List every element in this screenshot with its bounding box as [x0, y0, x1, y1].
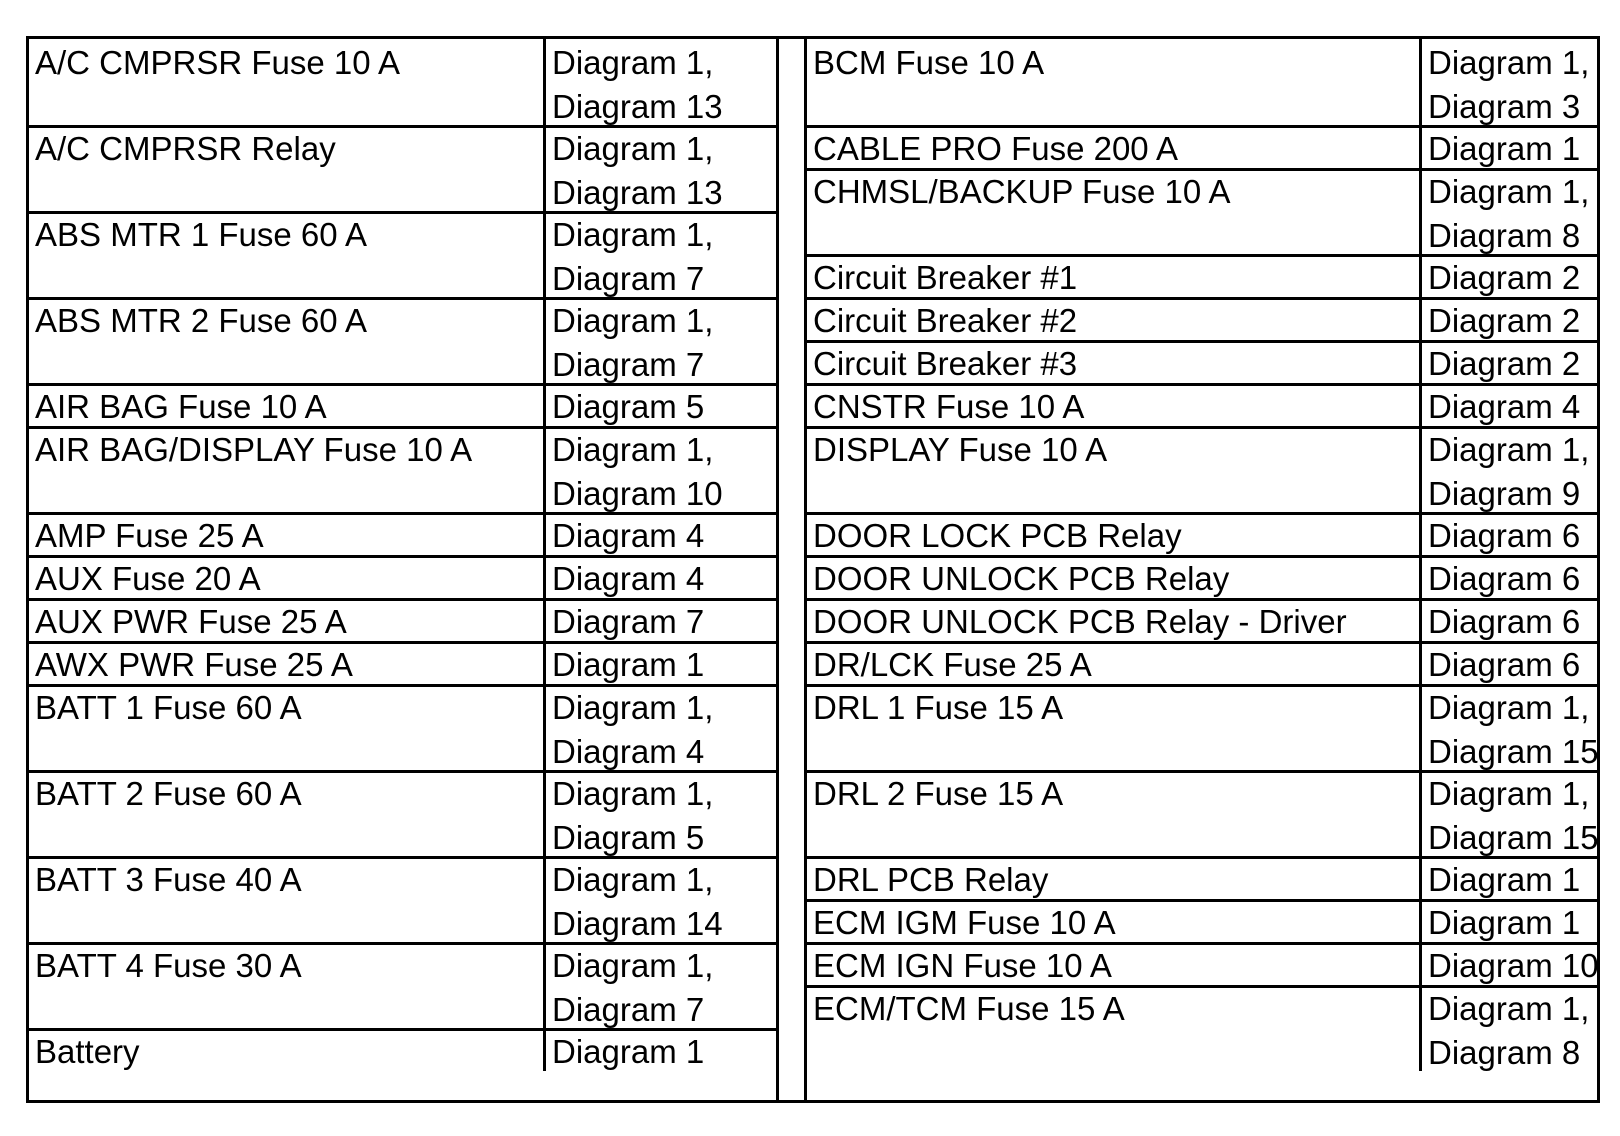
diagram-ref: Diagram 6 — [1428, 603, 1581, 640]
diagram-ref: Diagram 6 — [1428, 646, 1581, 683]
diagram-ref: Diagram 7 — [552, 991, 705, 1028]
diagram-ref: Diagram 1, — [1428, 44, 1590, 81]
diagram-ref: Diagram 1, — [552, 130, 714, 167]
diagram-ref-cell — [546, 426, 776, 512]
diagram-ref: Diagram 1, — [552, 947, 714, 984]
diagram-ref-cell — [1422, 942, 1597, 985]
table-row — [29, 426, 776, 512]
diagram-ref-cell — [1422, 512, 1597, 555]
diagram-ref: Diagram 1, — [1428, 990, 1590, 1027]
component-name-cell — [807, 297, 1422, 340]
component-name-cell — [29, 125, 546, 211]
diagram-ref-cell — [1422, 555, 1597, 598]
component-name-cell — [29, 770, 546, 856]
component-name: Circuit Breaker #1 — [813, 259, 1078, 296]
component-name-cell — [807, 598, 1422, 641]
component-name-cell — [807, 383, 1422, 426]
component-name: ABS MTR 1 Fuse 60 A — [35, 216, 367, 253]
component-name-cell — [807, 899, 1422, 942]
diagram-ref-cell — [546, 211, 776, 297]
diagram-ref-cell — [1422, 985, 1597, 1071]
diagram-ref-cell — [1422, 383, 1597, 426]
component-name-cell — [29, 555, 546, 598]
diagram-ref-cell — [1422, 426, 1597, 512]
component-name-cell — [807, 641, 1422, 684]
component-name-cell — [807, 770, 1422, 856]
diagram-ref: Diagram 1, — [552, 861, 714, 898]
component-name: A/C CMPRSR Fuse 10 A — [35, 44, 400, 81]
component-name: AMP Fuse 25 A — [35, 517, 264, 554]
component-name-cell — [29, 598, 546, 641]
diagram-ref: Diagram 3 — [1428, 88, 1581, 125]
component-name: A/C CMPRSR Relay — [35, 130, 336, 167]
table-row — [807, 856, 1597, 899]
component-name: Circuit Breaker #3 — [813, 345, 1078, 382]
diagram-ref: Diagram 4 — [552, 733, 705, 770]
diagram-ref-cell — [546, 297, 776, 383]
component-name: DRL 2 Fuse 15 A — [813, 775, 1064, 812]
component-name-cell — [807, 512, 1422, 555]
component-name-cell — [29, 39, 546, 125]
component-name-cell — [29, 1028, 546, 1071]
diagram-ref: Diagram 1 — [552, 1033, 705, 1070]
table-row — [29, 555, 776, 598]
diagram-ref: Diagram 1, — [1428, 173, 1590, 210]
diagram-ref: Diagram 6 — [1428, 560, 1581, 597]
table-row — [29, 684, 776, 770]
table-row — [29, 942, 776, 1028]
diagram-ref-cell — [546, 856, 776, 942]
right-table — [804, 39, 1597, 1100]
diagram-ref: Diagram 4 — [552, 560, 705, 597]
diagram-ref: Diagram 1, — [552, 431, 714, 468]
diagram-ref-cell — [1422, 340, 1597, 383]
table-row — [807, 770, 1597, 856]
diagram-ref: Diagram 14 — [552, 905, 723, 942]
component-name: DRL 1 Fuse 15 A — [813, 689, 1064, 726]
component-name: DISPLAY Fuse 10 A — [813, 431, 1108, 468]
component-name-cell — [807, 340, 1422, 383]
component-name: Battery — [35, 1033, 140, 1070]
diagram-ref-cell — [1422, 641, 1597, 684]
diagram-ref-cell — [1422, 598, 1597, 641]
diagram-ref-cell — [546, 555, 776, 598]
diagram-ref-cell — [1422, 684, 1597, 770]
diagram-ref: Diagram 1, — [552, 302, 714, 339]
diagram-ref: Diagram 1 — [552, 646, 705, 683]
diagram-ref: Diagram 1, — [552, 775, 714, 812]
table-row — [29, 512, 776, 555]
component-name: ECM IGM Fuse 10 A — [813, 904, 1116, 941]
component-name-cell — [29, 684, 546, 770]
component-name: DOOR UNLOCK PCB Relay — [813, 560, 1230, 597]
table-row — [29, 856, 776, 942]
component-name-cell — [807, 39, 1422, 125]
diagram-ref: Diagram 1, — [552, 216, 714, 253]
table-row — [29, 383, 776, 426]
component-name: AWX PWR Fuse 25 A — [35, 646, 353, 683]
diagram-ref: Diagram 5 — [552, 388, 705, 425]
component-name-cell — [807, 942, 1422, 985]
diagram-ref: Diagram 1, — [1428, 431, 1590, 468]
table-row — [807, 39, 1597, 125]
diagram-ref-cell — [546, 641, 776, 684]
diagram-ref: Diagram 7 — [552, 603, 705, 640]
component-name: BATT 4 Fuse 30 A — [35, 947, 302, 984]
component-name: BATT 1 Fuse 60 A — [35, 689, 302, 726]
table-row — [807, 899, 1597, 942]
component-name: CHMSL/BACKUP Fuse 10 A — [813, 173, 1231, 210]
diagram-ref-cell — [546, 383, 776, 426]
diagram-ref: Diagram 10 — [1428, 947, 1599, 984]
diagram-ref-cell — [1422, 899, 1597, 942]
diagram-ref: Diagram 1 — [1428, 904, 1581, 941]
component-name-cell — [29, 383, 546, 426]
diagram-ref: Diagram 1 — [1428, 130, 1581, 167]
diagram-ref-cell — [546, 1028, 776, 1071]
diagram-ref-cell — [546, 684, 776, 770]
component-name-cell — [807, 684, 1422, 770]
diagram-ref: Diagram 15 — [1428, 819, 1599, 856]
component-name: DRL PCB Relay — [813, 861, 1049, 898]
diagram-ref-cell — [546, 942, 776, 1028]
table-row — [807, 125, 1597, 168]
diagram-ref: Diagram 1, — [1428, 775, 1590, 812]
diagram-ref: Diagram 2 — [1428, 302, 1581, 339]
component-name-cell — [29, 211, 546, 297]
diagram-ref: Diagram 8 — [1428, 217, 1581, 254]
table-row — [807, 254, 1597, 297]
component-name: ABS MTR 2 Fuse 60 A — [35, 302, 367, 339]
diagram-ref: Diagram 13 — [552, 88, 723, 125]
diagram-ref-cell — [1422, 856, 1597, 899]
component-name: DR/LCK Fuse 25 A — [813, 646, 1092, 683]
component-name: CNSTR Fuse 10 A — [813, 388, 1085, 425]
component-name-cell — [807, 856, 1422, 899]
diagram-ref: Diagram 1, — [552, 44, 714, 81]
diagram-ref: Diagram 1, — [1428, 689, 1590, 726]
diagram-ref-cell — [1422, 770, 1597, 856]
table-row — [29, 1028, 776, 1071]
table-row — [807, 383, 1597, 426]
diagram-ref: Diagram 2 — [1428, 345, 1581, 382]
component-name: CABLE PRO Fuse 200 A — [813, 130, 1179, 167]
diagram-ref-cell — [546, 39, 776, 125]
component-name: AUX Fuse 20 A — [35, 560, 261, 597]
table-row — [807, 684, 1597, 770]
diagram-ref-cell — [1422, 39, 1597, 125]
table-row — [29, 641, 776, 684]
component-name: BATT 3 Fuse 40 A — [35, 861, 302, 898]
table-row — [807, 426, 1597, 512]
diagram-ref: Diagram 15 — [1428, 733, 1599, 770]
component-name: Circuit Breaker #2 — [813, 302, 1078, 339]
component-name: ECM/TCM Fuse 15 A — [813, 990, 1125, 1027]
component-name: AIR BAG/DISPLAY Fuse 10 A — [35, 431, 473, 468]
table-row — [29, 297, 776, 383]
diagram-ref-cell — [546, 770, 776, 856]
component-name-cell — [29, 942, 546, 1028]
diagram-ref: Diagram 2 — [1428, 259, 1581, 296]
component-name: AUX PWR Fuse 25 A — [35, 603, 347, 640]
component-name: DOOR UNLOCK PCB Relay - Driver — [813, 603, 1347, 640]
diagram-ref: Diagram 5 — [552, 819, 705, 856]
component-name-cell — [807, 125, 1422, 168]
table-row — [29, 211, 776, 297]
diagram-ref: Diagram 1, — [552, 689, 714, 726]
table-row — [807, 168, 1597, 254]
diagram-ref: Diagram 4 — [552, 517, 705, 554]
table-row — [807, 598, 1597, 641]
diagram-ref: Diagram 9 — [1428, 475, 1581, 512]
diagram-ref: Diagram 7 — [552, 346, 705, 383]
component-name-cell — [807, 426, 1422, 512]
component-name: BATT 2 Fuse 60 A — [35, 775, 302, 812]
component-name: AIR BAG Fuse 10 A — [35, 388, 327, 425]
component-name: ECM IGN Fuse 10 A — [813, 947, 1112, 984]
table-row — [807, 985, 1597, 1071]
component-name-cell — [29, 856, 546, 942]
table-row — [807, 641, 1597, 684]
diagram-ref: Diagram 7 — [552, 260, 705, 297]
table-row — [29, 125, 776, 211]
component-name-cell — [29, 641, 546, 684]
table-row — [807, 297, 1597, 340]
component-name-cell — [807, 985, 1422, 1071]
component-name: DOOR LOCK PCB Relay — [813, 517, 1182, 554]
left-table — [29, 39, 779, 1100]
component-name: BCM Fuse 10 A — [813, 44, 1045, 81]
diagram-ref-cell — [546, 598, 776, 641]
diagram-ref: Diagram 6 — [1428, 517, 1581, 554]
diagram-ref-cell — [1422, 125, 1597, 168]
diagram-ref-cell — [546, 512, 776, 555]
diagram-ref: Diagram 13 — [552, 174, 723, 211]
component-name-cell — [29, 512, 546, 555]
component-name-cell — [807, 555, 1422, 598]
diagram-ref-cell — [1422, 297, 1597, 340]
component-name-cell — [29, 426, 546, 512]
diagram-ref: Diagram 1 — [1428, 861, 1581, 898]
diagram-ref: Diagram 8 — [1428, 1034, 1581, 1071]
diagram-ref-cell — [1422, 168, 1597, 254]
component-name-cell — [807, 168, 1422, 254]
table-row — [807, 340, 1597, 383]
table-row — [807, 555, 1597, 598]
table-row — [29, 39, 776, 125]
component-name-cell — [29, 297, 546, 383]
table-row — [29, 598, 776, 641]
component-name-cell — [807, 254, 1422, 297]
diagram-ref: Diagram 4 — [1428, 388, 1581, 425]
diagram-ref: Diagram 10 — [552, 475, 723, 512]
table-row — [29, 770, 776, 856]
component-index-table — [26, 36, 1600, 1103]
diagram-ref-cell — [1422, 254, 1597, 297]
table-row — [807, 512, 1597, 555]
table-row — [807, 942, 1597, 985]
diagram-ref-cell — [546, 125, 776, 211]
